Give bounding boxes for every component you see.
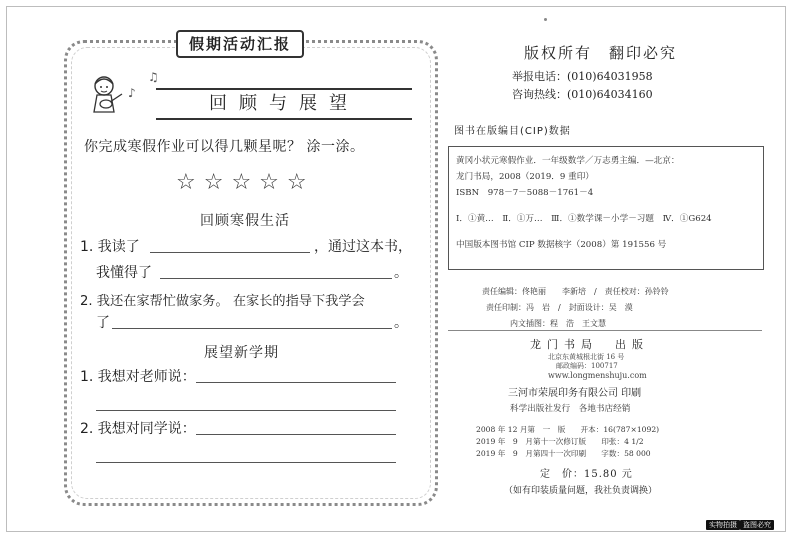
review-item-2-end: 。 — [394, 315, 408, 331]
credits-divider — [448, 330, 762, 331]
cip-line-1: 黄冈小状元寒假作业．一年级数学／万志勇主编．—北京： — [456, 156, 680, 166]
cip-classification: Ⅰ．①黄… Ⅱ．①万… Ⅲ．①数学课－小学－习题 Ⅳ．①G624 — [456, 214, 712, 224]
review-item-1-end: 。 — [394, 265, 408, 281]
music-note-icon: ♫ — [148, 70, 159, 84]
teacher-message-input-1[interactable] — [196, 370, 396, 383]
edition-line-2: 2019 年 9 月第十一次修订版 印张：4 1/2 — [476, 437, 644, 446]
section-title-review: 回顾寒假生活 — [200, 213, 290, 229]
spine-mark — [544, 18, 547, 21]
classmate-message-input-2[interactable] — [96, 450, 396, 463]
edition-line-3: 2019 年 9 月第四十一次印刷 字数：58 000 — [476, 449, 651, 458]
consult-phone: 咨询热线：(010)64034160 — [512, 88, 653, 101]
girl-with-guitar-illustration — [88, 74, 124, 116]
printer-name: 三河市荣展印务有限公司 印刷 — [508, 388, 642, 399]
copyright-tag: 盗图必究 — [740, 520, 774, 530]
quality-notice: （如有印装质量问题，我社负责调换） — [504, 486, 658, 496]
teacher-message-input-2[interactable] — [96, 398, 396, 411]
cip-isbn: ISBN 978－7－5088－1761－4 — [456, 188, 594, 198]
page-title: 假期活动汇报 — [176, 30, 304, 58]
distribution-line: 科学出版社发行 各地书店经销 — [510, 404, 631, 414]
review-item-1-suffix: ，通过这本书， — [314, 239, 412, 255]
review-item-2-label: 2. 我还在家帮忙做家务。 在家长的指导下我学会 — [80, 294, 365, 309]
music-note-icon: ♪ — [128, 86, 136, 100]
book-read-input[interactable] — [150, 240, 310, 253]
cip-line-2: 龙门书局，2008（2019．9 重印） — [456, 172, 594, 182]
chores-learned-input[interactable] — [112, 316, 392, 329]
classmate-message-input-1[interactable] — [196, 422, 396, 435]
edition-line-1: 2008 年 12 月第 一 版 开本：16(787×1092) — [476, 425, 660, 434]
review-item-2-prefix: 了 — [96, 315, 110, 331]
publisher-address: 北京东黄城根北街 16 号 — [548, 353, 625, 361]
credit-print-design: 责任印制：冯 岩 / 封面设计：吴 漠 — [486, 303, 633, 312]
publisher-url: www.longmenshuju.com — [548, 371, 647, 380]
publisher-zip: 邮政编码：100717 — [556, 362, 618, 370]
credit-illustration: 内文插图：程 浩 王文慧 — [510, 319, 606, 328]
credit-editors: 责任编辑：佟艳丽 李新培 / 责任校对：孙铃铃 — [482, 287, 669, 296]
copyright-notice: 版权所有 翻印必究 — [524, 44, 678, 62]
review-item-1-label: 1. 我读了 — [80, 239, 140, 255]
cip-record-number: 中国版本图书馆 CIP 数据核字（2008）第 191556 号 — [456, 240, 667, 250]
publisher-name: 龙门书局 出版 — [530, 338, 649, 351]
section-title-new-term: 展望新学期 — [204, 345, 279, 361]
photo-tag: 实物拍摄 — [706, 520, 740, 530]
learned-input[interactable] — [160, 266, 392, 279]
book-price: 定 价：15.80 元 — [540, 469, 633, 480]
review-item-1-learned-label: 我懂得了 — [96, 265, 152, 281]
review-banner: 回顾与展望 — [156, 88, 412, 120]
classmate-message-label: 2. 我想对同学说： — [80, 421, 196, 437]
report-phone: 举报电话：(010)64031958 — [512, 70, 653, 83]
teacher-message-label: 1. 我想对老师说： — [80, 369, 196, 385]
cip-label: 图书在版编目(CIP)数据 — [454, 126, 571, 137]
rating-stars[interactable]: ☆☆☆☆☆ — [176, 170, 315, 195]
star-question: 你完成寒假作业可以得几颗星呢？ 涂一涂。 — [84, 139, 365, 155]
